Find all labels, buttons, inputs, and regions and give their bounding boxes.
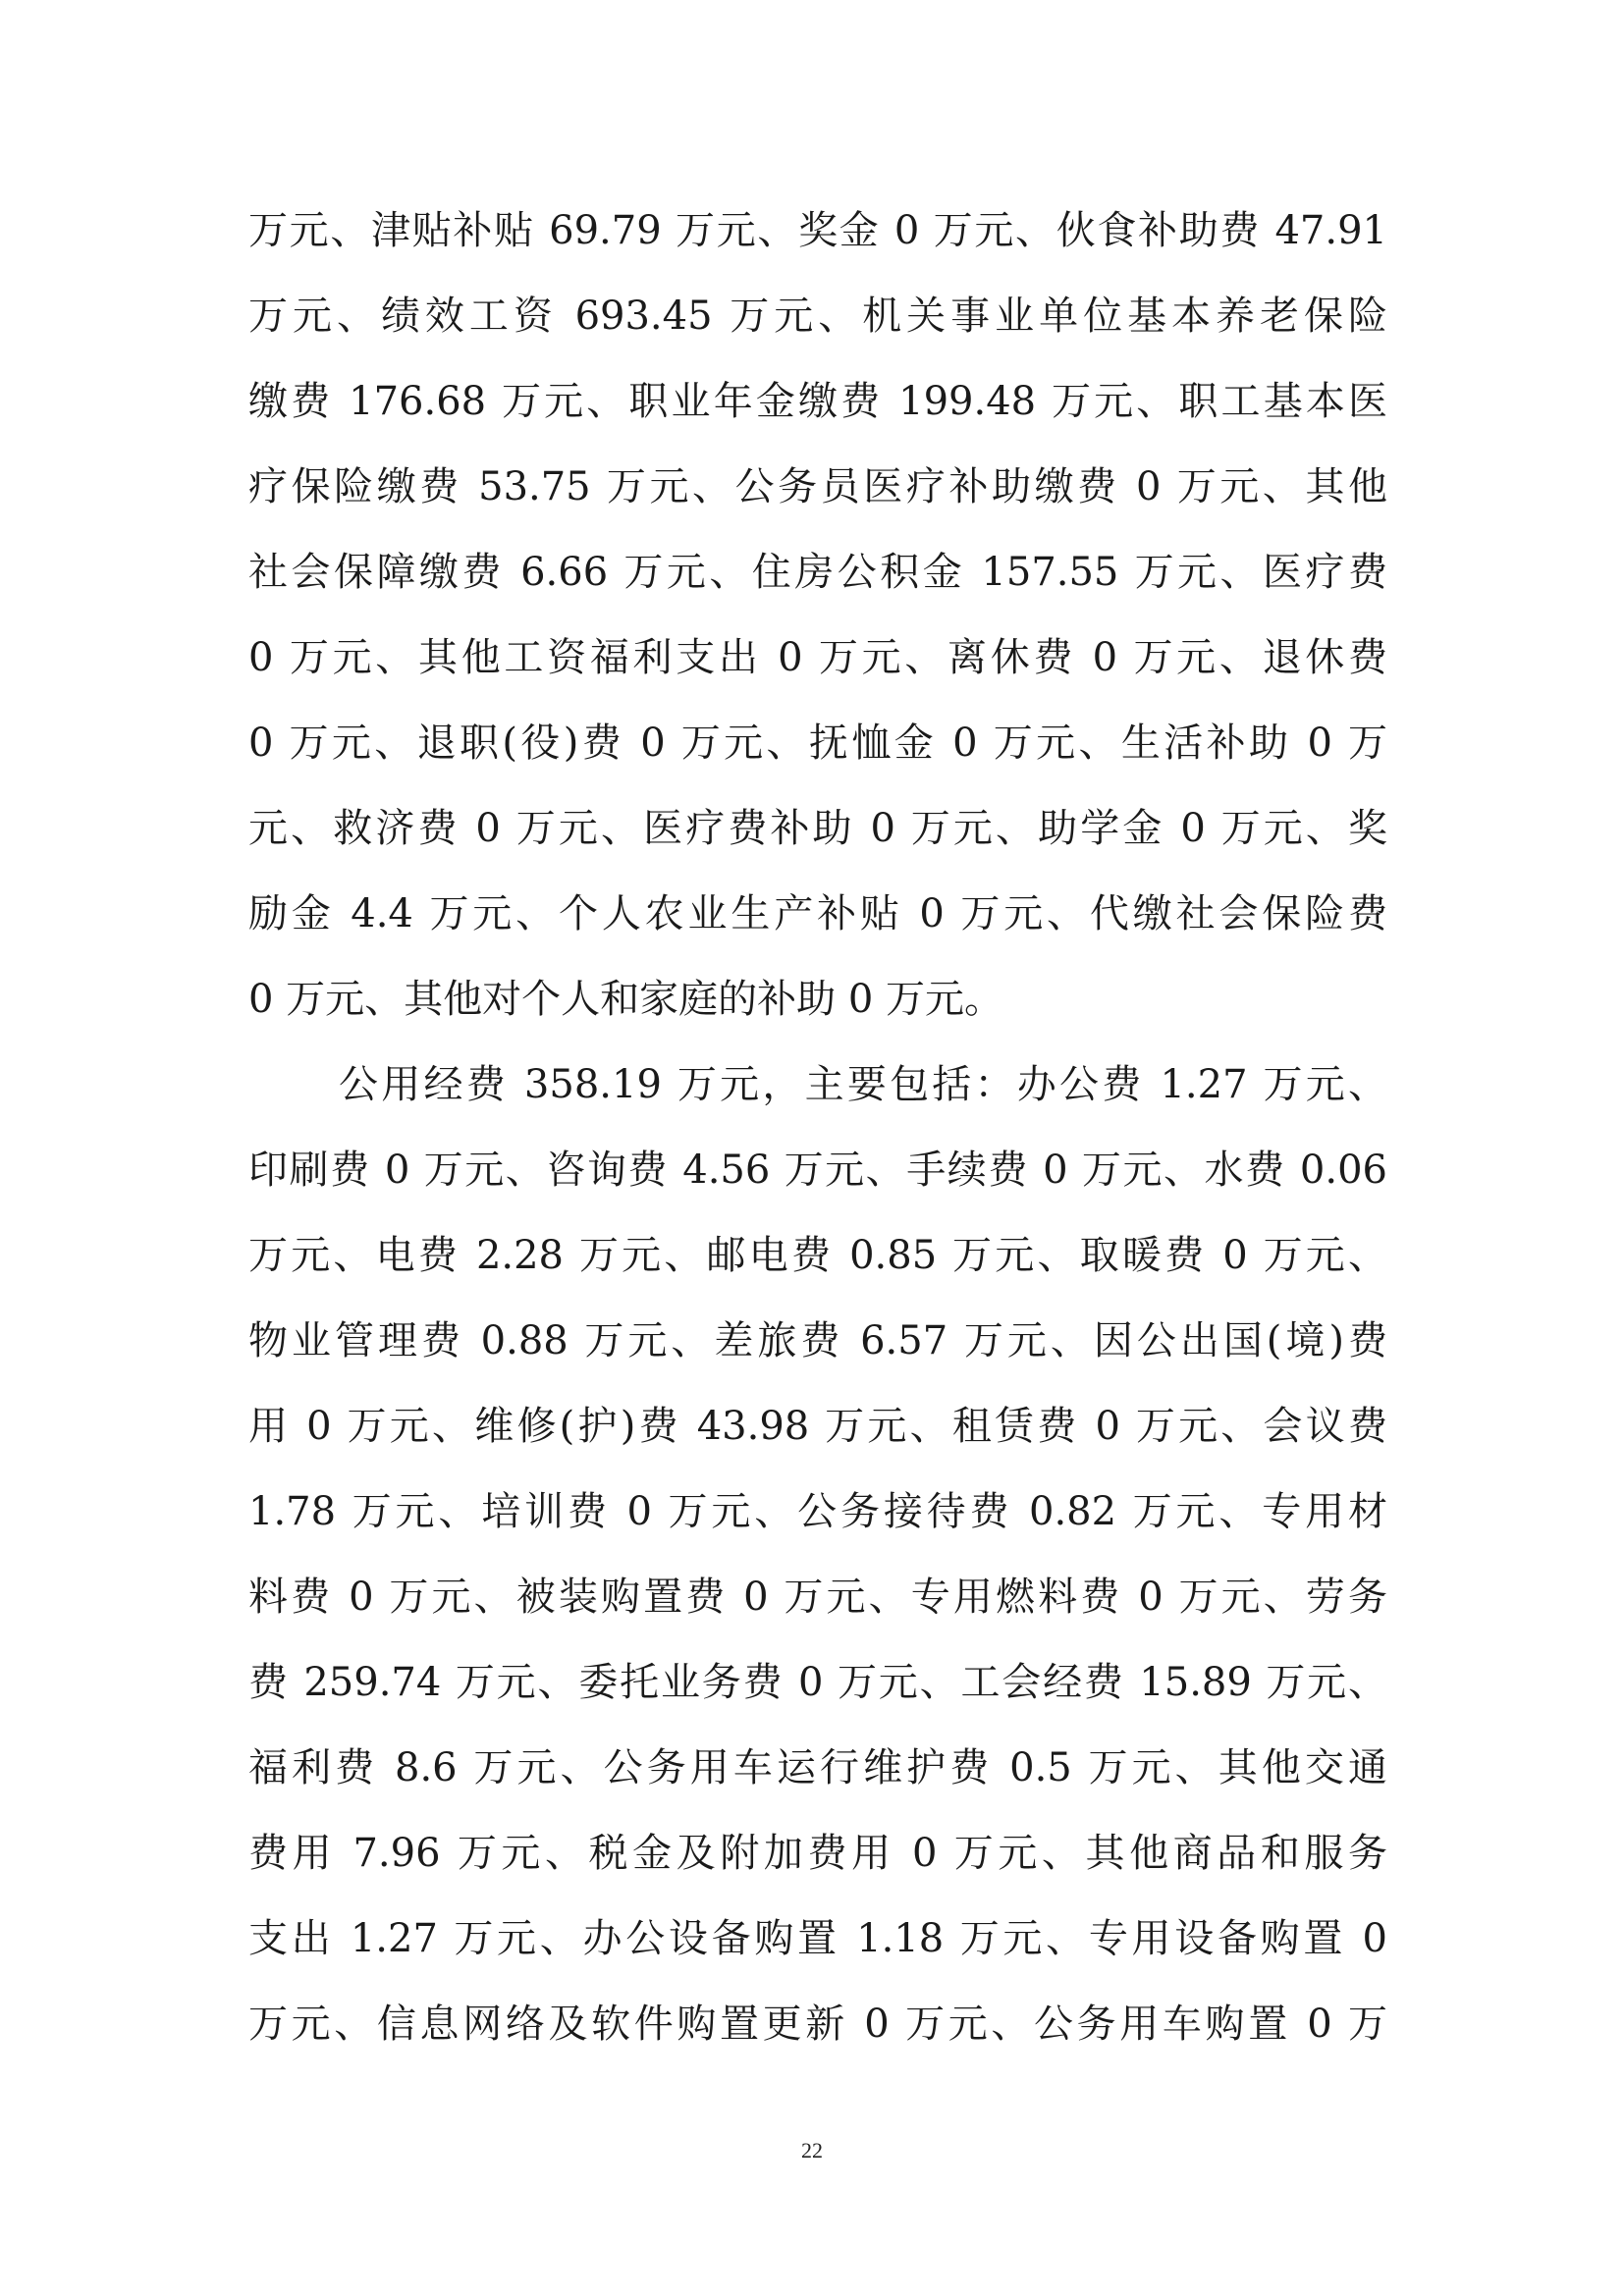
text-line: 万元、信息网络及软件购置更新 0 万元、公务用车购置 0 万 — [248, 2002, 1387, 2047]
text-line: 0 万元、其他工资福利支出 0 万元、离休费 0 万元、退休费 — [248, 635, 1387, 680]
text-line: 缴费 176.68 万元、职业年金缴费 199.48 万元、职工基本医 — [248, 379, 1387, 424]
text-line: 万元、电费 2.28 万元、邮电费 0.85 万元、取暖费 0 万元、 — [248, 1233, 1387, 1278]
text-line: 0 万元、退职(役)费 0 万元、抚恤金 0 万元、生活补助 0 万 — [248, 721, 1387, 766]
text-line: 0 万元、其他对个人和家庭的补助 0 万元。 — [248, 977, 1004, 1022]
page-number: 22 — [801, 2138, 823, 2163]
text-line: 料费 0 万元、被装购置费 0 万元、专用燃料费 0 万元、劳务 — [248, 1575, 1387, 1620]
text-line: 支出 1.27 万元、办公设备购置 1.18 万元、专用设备购置 0 — [248, 1916, 1387, 1961]
text-line: 用 0 万元、维修(护)费 43.98 万元、租赁费 0 万元、会议费 — [248, 1404, 1387, 1449]
text-line: 万元、津贴补贴 69.79 万元、奖金 0 万元、伙食补助费 47.91 — [248, 208, 1387, 253]
text-line: 励金 4.4 万元、个人农业生产补贴 0 万元、代缴社会保险费 — [248, 891, 1387, 936]
text-line: 1.78 万元、培训费 0 万元、公务接待费 0.82 万元、专用材 — [248, 1489, 1387, 1534]
text-line: 印刷费 0 万元、咨询费 4.56 万元、手续费 0 万元、水费 0.06 — [248, 1148, 1387, 1193]
text-line: 万元、绩效工资 693.45 万元、机关事业单位基本养老保险 — [248, 294, 1387, 339]
paragraph-start-line: 公用经费 358.19 万元，主要包括：办公费 1.27 万元、 — [339, 1062, 1387, 1107]
text-line: 元、救济费 0 万元、医疗费补助 0 万元、助学金 0 万元、奖 — [248, 806, 1387, 851]
text-line: 物业管理费 0.88 万元、差旅费 6.57 万元、因公出国(境)费 — [248, 1318, 1387, 1363]
text-line: 费用 7.96 万元、税金及附加费用 0 万元、其他商品和服务 — [248, 1831, 1387, 1876]
text-line: 疗保险缴费 53.75 万元、公务员医疗补助缴费 0 万元、其他 — [248, 464, 1387, 509]
text-line: 福利费 8.6 万元、公务用车运行维护费 0.5 万元、其他交通 — [248, 1745, 1387, 1790]
text-line: 社会保障缴费 6.66 万元、住房公积金 157.55 万元、医疗费 — [248, 550, 1387, 595]
text-line: 费 259.74 万元、委托业务费 0 万元、工会经费 15.89 万元、 — [248, 1660, 1387, 1705]
